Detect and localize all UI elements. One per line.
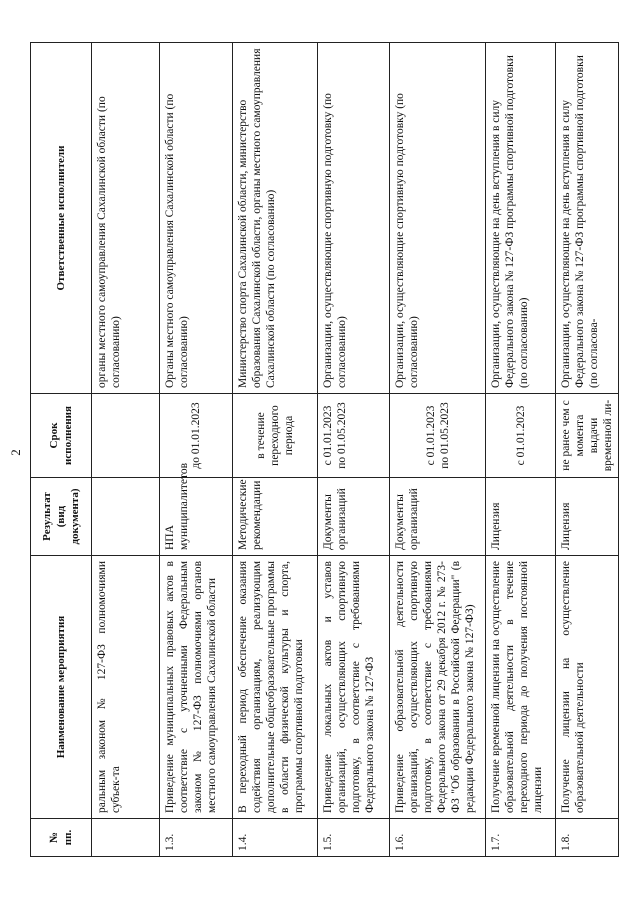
row-deadline: с 01.01.2023	[486, 394, 556, 478]
row-result: Методические рекомендации	[233, 478, 318, 556]
header-number: № пп.	[31, 819, 92, 857]
row-deadline: до 01.01.2023	[160, 394, 233, 478]
row-result: Лицензия	[556, 478, 619, 556]
row-event: ральным законом № 127-ФЗ полномочиями субъек-та	[92, 556, 160, 819]
row-event: Приведение образовательной деятельности организаций, осуществляющих спортивную подготовку, в соответствие с требованиями Федерального закона от 29 декабря 2012 г. № 273-ФЗ "Об образовании в Российской Федерации" (в редакции Федерального закона № 127-ФЗ)	[390, 556, 486, 819]
row-result	[92, 478, 160, 556]
header-event: Наименование мероприятия	[31, 556, 92, 819]
row-result: Лицензия	[486, 478, 556, 556]
row-deadline: с 01.01.2023 по 01.05.2023	[390, 394, 486, 478]
row-executors: Министерство спорта Сахалинской области, министерство образования Сахалинской области, органы местного самоуправления Сахалинской области (по согласованию)	[233, 43, 318, 394]
header-executors: Ответственные исполнители	[31, 43, 92, 394]
row-number: 1.5.	[318, 819, 390, 857]
row-event: В переходный период обеспечение оказания содействия организациям, реализующим дополнительные общеобразовательные программы в области физической культуры и спорта, программы спортивной подготовки	[233, 556, 318, 819]
table-row	[92, 43, 160, 857]
table-row	[390, 43, 486, 857]
row-number: 1.3.	[160, 819, 233, 857]
row-number: 1.8.	[556, 819, 619, 857]
row-event: Получение лицензии на осуществление образовательной деятельности	[556, 556, 619, 819]
row-number: 1.4.	[233, 819, 318, 857]
row-number: 1.6.	[390, 819, 486, 857]
row-result: Документы организаций	[390, 478, 486, 556]
header-result: Результат (вид документа)	[31, 478, 92, 556]
row-deadline: не ранее чем с момента выдачи временной ли-	[556, 394, 619, 478]
row-deadline	[92, 394, 160, 478]
row-deadline: в течение переходного периода	[233, 394, 318, 478]
row-executors: Организации, осуществляющие на день вступления в силу Федерального закона № 127-ФЗ программы спортивной подготовки (по согласованию)	[486, 43, 556, 394]
table-row	[318, 43, 390, 857]
row-executors: Органы местного самоуправления Сахалинской области (по согласованию)	[160, 43, 233, 394]
row-deadline: с 01.01.2023 по 01.05.2023	[318, 394, 390, 478]
row-result: Документы организаций	[318, 478, 390, 556]
row-number: 1.7.	[486, 819, 556, 857]
row-executors: Организации, осуществляющие спортивную подготовку (по согласованию)	[318, 43, 390, 394]
row-executors: органы местного самоуправления Сахалинской области (по согласованию)	[92, 43, 160, 394]
plan-table	[30, 42, 619, 857]
table-row	[233, 43, 318, 857]
row-number	[92, 819, 160, 857]
row-event: Получение временной лицензии на осуществление образовательной деятельности в течение переходного периода до получения постоянной лицензии	[486, 556, 556, 819]
row-executors: Организации, осуществляющие спортивную подготовку (по согласованию)	[390, 43, 486, 394]
row-event: Приведение локальных актов и уставов организаций, осуществляющих спортивную подготовку, в соответствие с требованиями Федерального закона № 127-ФЗ	[318, 556, 390, 819]
page-number: 2	[8, 449, 23, 456]
table-row	[160, 43, 233, 857]
row-event: Приведение муниципальных правовых актов в соответствие с уточненными Федеральным законом № 127-ФЗ полномочиями органов местного самоуправления Сахалинской области	[160, 556, 233, 819]
table-row	[556, 43, 619, 857]
table-row	[486, 43, 556, 857]
row-result: НПА муниципалитетов	[160, 478, 233, 556]
header-deadline: Срок исполнения	[31, 394, 92, 478]
table-header-row	[31, 43, 92, 857]
row-executors: Организации, осуществляющие на день вступления в силу Федерального закона № 127-ФЗ программы спортивной подготовки (по согласова-	[556, 43, 619, 394]
